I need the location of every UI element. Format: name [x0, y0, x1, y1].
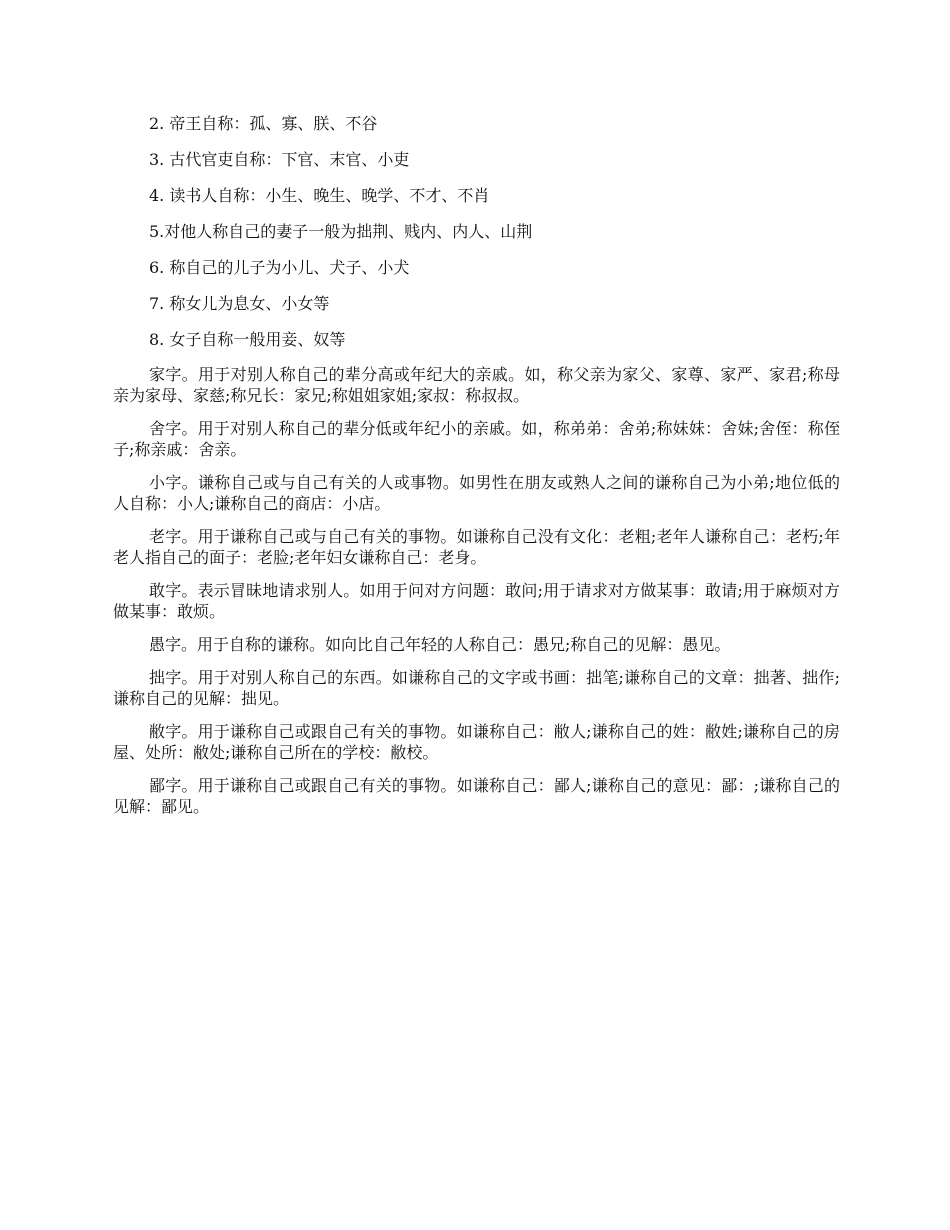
document-body [113, 112, 840, 829]
paragraph-zhuo: 拙字。用于对别人称自己的东西。如谦称自己的文字或书画：拙笔;谦称自己的文章：拙著、拙作;谦称自己的见解：拙见。 [113, 668, 840, 708]
list-item: 8. 女子自称一般用妾、奴等 [149, 330, 346, 349]
paragraph-bi-lowly: 鄙字。用于谦称自己或跟自己有关的事物。如谦称自己：鄙人;谦称自己的意见：鄙：;谦称自己的见解：鄙见。 [113, 776, 840, 816]
list-item: 5.对他人称自己的妻子一般为拙荆、贱内、内人、山荆 [149, 222, 533, 241]
list-item: 7. 称女儿为息女、小女等 [149, 294, 330, 313]
paragraph-xiao: 小字。谦称自己或与自己有关的人或事物。如男性在朋友或熟人之间的谦称自己为小弟;地位低的人自称：小人;谦称自己的商店：小店。 [113, 473, 840, 513]
list-item: 6. 称自己的儿子为小儿、犬子、小犬 [149, 258, 410, 277]
paragraph-lao: 老字。用于谦称自己或与自己有关的事物。如谦称自己没有文化：老粗;老年人谦称自己：老朽;年老人指自己的面子：老脸;老年妇女谦称自己：老身。 [113, 527, 840, 567]
paragraph-gan: 敢字。表示冒昧地请求别人。如用于问对方问题：敢问;用于请求对方做某事：敢请;用于麻烦对方做某事：敢烦。 [113, 581, 840, 621]
list-item: 4. 读书人自称：小生、晚生、晚学、不才、不肖 [149, 186, 490, 205]
paragraph-bi-humble: 敝字。用于谦称自己或跟自己有关的事物。如谦称自己：敝人;谦称自己的姓：敝姓;谦称自己的房屋、处所：敝处;谦称自己所在的学校：敝校。 [113, 722, 840, 762]
paragraph-yu: 愚字。用于自称的谦称。如向比自己年轻的人称自己：愚兄;称自己的见解：愚见。 [149, 635, 731, 654]
paragraph-she: 舍字。用于对别人称自己的辈分低或年纪小的亲戚。如，称弟弟：舍弟;称妹妹：舍妹;舍侄：称侄子;称亲戚：舍亲。 [113, 419, 840, 459]
paragraph-jia: 家字。用于对别人称自己的辈分高或年纪大的亲戚。如，称父亲为家父、家尊、家严、家君;称母亲为家母、家慈;称兄长：家兄;称姐姐家姐;家叔：称叔叔。 [113, 365, 840, 405]
list-item: 3. 古代官吏自称：下官、末官、小吏 [149, 150, 410, 169]
list-item: 2. 帝王自称：孤、寡、朕、不谷 [149, 114, 378, 133]
